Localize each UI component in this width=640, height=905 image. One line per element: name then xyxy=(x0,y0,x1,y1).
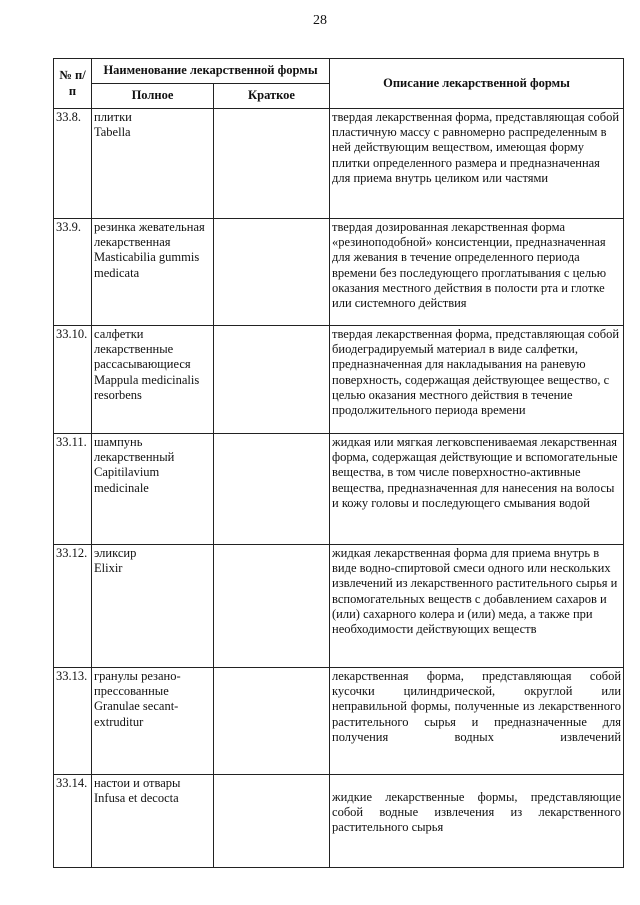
full-name-cell xyxy=(92,434,214,545)
dosage-forms-table xyxy=(53,58,624,868)
full-name-ru: салфетки лекарственные рассасывающиеся xyxy=(94,327,191,372)
full-name-lat: Tabella xyxy=(94,125,131,140)
short-name-cell xyxy=(214,434,330,545)
full-name-cell xyxy=(92,109,214,219)
description-cell: твердая лекарственная форма, представляющая собой пластичную массу с равномерно распределенным в ней действующим веществом, имеющая форму плитки определенного размера и предназначенная для приема внутрь целиком или частями xyxy=(330,109,624,219)
description-cell xyxy=(330,775,624,868)
description-cell: жидкая или мягкая легковспениваемая лекарственная форма, содержащая действующие и вспомогательные вещества, в том числе поверхностно-активные вещества, предназначенная для нанесения на волосы и кожу головы и последующего смывания водой xyxy=(330,434,624,545)
description-cell: жидкая лекарственная форма для приема внутрь в виде водно-спиртовой смеси одного или нескольких извлечений из лекарственного растительного сырья и вспомогательных веществ с добавлением сахаров и (или) сахарного колера и (или) меда, а также при необходимости действующих веществ xyxy=(330,545,624,668)
full-name-cell xyxy=(92,326,214,434)
table-row xyxy=(54,668,624,775)
table-row xyxy=(54,775,624,868)
header-full-name: Полное xyxy=(92,84,214,109)
full-name-lat: Infusa et decocta xyxy=(94,791,179,806)
full-name-cell xyxy=(92,219,214,326)
short-name-cell xyxy=(214,326,330,434)
short-name-cell xyxy=(214,775,330,868)
description-text: жидкие лекарственные формы, представляющие собой водные извлечения из лекарственного растительного сырья xyxy=(332,790,622,835)
header-description: Описание лекарственной формы xyxy=(330,59,624,109)
full-name-ru: гранулы резано-прессованные xyxy=(94,669,181,699)
full-name-cell xyxy=(92,545,214,668)
full-name-cell xyxy=(92,668,214,775)
short-name-cell xyxy=(214,668,330,775)
full-name-lat: Granulae secant-extruditur xyxy=(94,699,179,729)
row-number: 33.8. xyxy=(54,109,92,219)
full-name-ru: настои и отвары xyxy=(94,776,181,790)
row-number: 33.14. xyxy=(54,775,92,868)
row-number: 33.12. xyxy=(54,545,92,668)
table-header-row xyxy=(54,59,624,84)
row-number: 33.10. xyxy=(54,326,92,434)
full-name-lat: Mappula medicinalis resorbens xyxy=(94,372,200,402)
page-number: 28 xyxy=(313,13,327,28)
table-row xyxy=(54,326,624,434)
description-cell: твердая лекарственная форма, представляющая собой биодеградируемый материал в виде салфетки, предназначенная для накладывания на раневую поверхность, содержащая действующее вещество, с целью оказания местного действия в течение продолжительного периода времени xyxy=(330,326,624,434)
header-number: № п/п xyxy=(54,59,92,109)
full-name-lat: Masticabilia gummis medicata xyxy=(94,250,200,280)
short-name-cell xyxy=(214,109,330,219)
row-number: 33.9. xyxy=(54,219,92,326)
row-number: 33.11. xyxy=(54,434,92,545)
table-row xyxy=(54,545,624,668)
header-name-group: Наименование лекарственной формы xyxy=(92,59,330,84)
full-name-lat: Capitilavium medicinale xyxy=(94,465,160,495)
table-row xyxy=(54,109,624,219)
description-cell: лекарственная форма, представляющая собой кусочки цилиндрической, округлой или неправильной формы, полученные из лекарственного растительного сырья и предназначенные для получения водных извлечений xyxy=(330,668,624,775)
full-name-lat: Elixir xyxy=(94,561,123,576)
full-name-ru: шампунь лекарственный xyxy=(94,435,175,465)
row-number: 33.13. xyxy=(54,668,92,775)
table-row xyxy=(54,219,624,326)
table-row xyxy=(54,434,624,545)
short-name-cell xyxy=(214,219,330,326)
full-name-ru: эликсир xyxy=(94,546,137,560)
full-name-cell xyxy=(92,775,214,868)
description-cell: твердая дозированная лекарственная форма «резиноподобной» консистенции, предназначенная для жевания в течение определенного периода времени без последующего проглатывания с целью оказания местного действия в полости рта и глотке или системного действия xyxy=(330,219,624,326)
full-name-ru: резинка жевательная лекарственная xyxy=(94,220,205,250)
full-name-ru: плитки xyxy=(94,110,132,124)
header-short-name: Краткое xyxy=(214,84,330,109)
short-name-cell xyxy=(214,545,330,668)
